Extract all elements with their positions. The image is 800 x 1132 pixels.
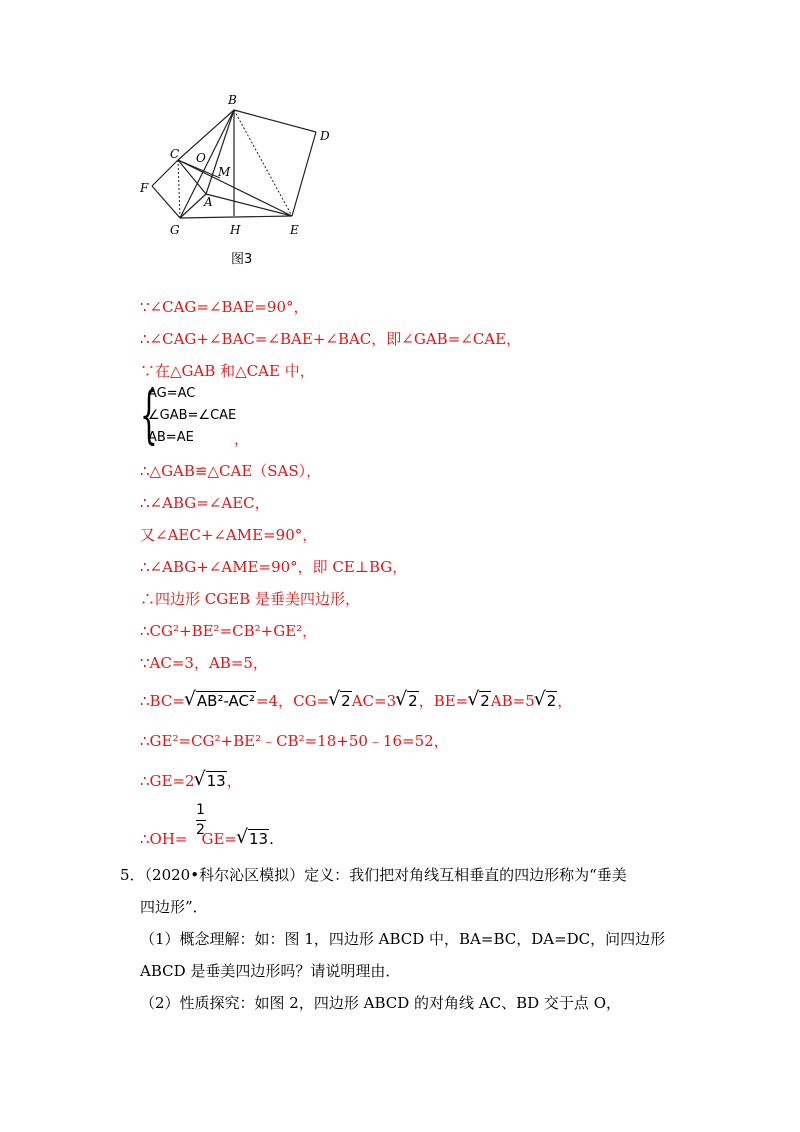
label-H: H — [230, 223, 241, 237]
line-11-end: ， — [557, 692, 573, 710]
proof-line-3: ∵在△GAB 和△CAE 中， — [140, 362, 315, 380]
label-C: C — [170, 147, 180, 161]
label-O: O — [196, 151, 206, 165]
fraction-bar — [196, 820, 206, 821]
problem-5-line-2: 四边形”． — [140, 898, 208, 916]
be-result: AB=5 — [490, 692, 535, 710]
proof-line-11 — [140, 690, 572, 711]
figure-diagram — [130, 88, 350, 273]
sqrt-2-d: √ 2 — [535, 692, 558, 710]
oh-prefix: ∴OH= — [140, 830, 188, 848]
cg-result: AC=3 — [351, 692, 397, 710]
proof-line-5: ∴∠ABG=∠AEC， — [140, 494, 270, 512]
proof-line-7: ∴∠ABG+∠AME=90°，即 CE⊥BG， — [140, 558, 408, 576]
fraction-numerator: 1 — [196, 802, 205, 818]
geometry-figure — [130, 88, 350, 273]
sqrt-13-a: √ 13 — [195, 772, 227, 790]
brace: { — [140, 378, 158, 451]
bc-result: =4，CG= — [256, 692, 330, 710]
sqrt-2-b: √ 2 — [396, 692, 419, 710]
label-D: D — [320, 129, 330, 143]
problem-5-part2-line1: （2）性质探究：如图 2，四边形 ABCD 的对角线 AC、BD 交于点 O， — [140, 994, 621, 1012]
fraction-half — [196, 802, 205, 838]
proof-line-9: ∴CG²+BE²=CB²+GE²， — [140, 622, 318, 640]
proof-line-13 — [140, 770, 242, 791]
line-14-end: . — [269, 830, 274, 848]
ge-prefix: ∴GE=2 — [140, 772, 195, 790]
proof-line-12: ∴GE²=CG²+BE²﹣CB²=18+50﹣16=52， — [140, 732, 449, 750]
label-G: G — [170, 223, 180, 237]
fraction-denominator: 2 — [196, 822, 205, 838]
sqrt-ab-ac: √ AB²-AC² — [185, 692, 256, 710]
proof-line-1: ∵∠CAG=∠BAE=90°， — [140, 298, 309, 316]
proof-line-4: ∴△GAB≌△CAE（SAS）， — [140, 462, 322, 480]
label-A: A — [204, 195, 213, 209]
label-F: F — [140, 181, 149, 195]
figure-caption: 图3 — [231, 252, 253, 267]
label-B: B — [228, 93, 237, 107]
system-row-2: ∠GAB=∠CAE — [148, 408, 237, 423]
system-end-comma: ， — [234, 430, 250, 448]
sqrt-2-a: √ 2 — [329, 692, 352, 710]
bc-prefix: ∴BC= — [140, 692, 185, 710]
oh-ge: GE= — [201, 830, 238, 848]
proof-line-2: ∴∠CAG+∠BAC=∠BAE+∠BAC，即∠GAB=∠CAE， — [140, 330, 522, 348]
label-M: M — [218, 165, 231, 179]
be-prefix: ，BE= — [418, 692, 469, 710]
problem-5-part1-line1: （1）概念理解：如：图 1，四边形 ABCD 中，BA=BC，DA=DC，问四边形 — [140, 930, 666, 948]
problem-5-part1-line2: ABCD 是垂美四边形吗？请说明理由． — [140, 962, 401, 980]
sqrt-2-c: √ 2 — [468, 692, 491, 710]
problem-5-line-1: 5．（2020•科尔沁区模拟）定义：我们把对角线互相垂直的四边形称为“垂美 — [120, 866, 627, 884]
system-row-3: AB=AE — [148, 430, 194, 445]
system-row-1: AG=AC — [148, 386, 196, 401]
proof-line-10: ∵AC=3，AB=5， — [140, 654, 268, 672]
proof-line-6: 又∠AEC+∠AME=90°， — [140, 526, 318, 544]
line-13-end: ， — [226, 772, 242, 790]
proof-line-8: ∴四边形 CGEB 是垂美四边形， — [140, 590, 360, 608]
sqrt-13-b: √ 13 — [237, 830, 269, 848]
proof-line-14 — [140, 830, 274, 848]
label-E: E — [290, 223, 299, 237]
